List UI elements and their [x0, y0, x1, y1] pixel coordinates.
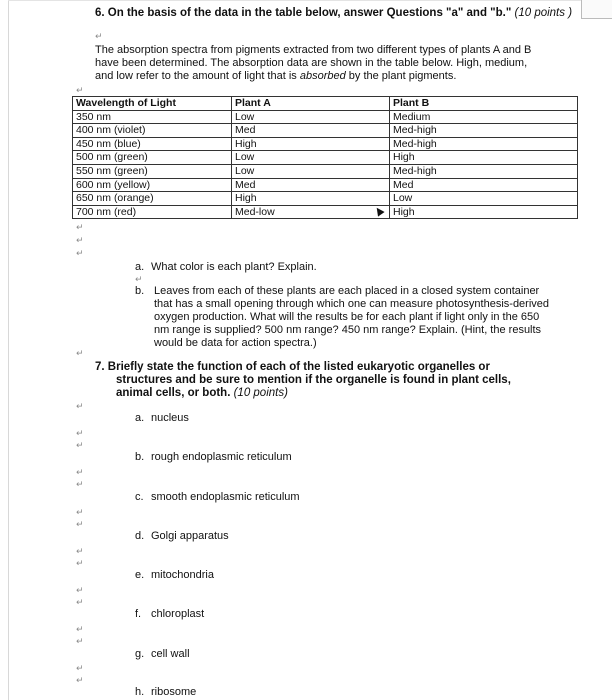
table-cell: Low: [390, 192, 578, 206]
table-row: [73, 178, 578, 192]
return-mark: ↵: [76, 401, 84, 411]
table-header-row: [73, 97, 578, 111]
q7-heading-line-3: [116, 387, 288, 399]
q7-item-label: d.: [135, 530, 145, 542]
table-cell: 350 nm: [73, 110, 232, 124]
q7-item-e: [135, 569, 214, 581]
q6-part-b-line-3: oxygen production. What will the results be for each plant if light only in the 650: [154, 311, 540, 323]
return-mark: ↵: [135, 274, 143, 284]
q7-item-a: [135, 412, 189, 424]
q7-item-label: g.: [135, 648, 145, 660]
q6-intro-line-3-text: and low refer to the amount of light that is: [95, 70, 297, 82]
return-mark: ↵: [76, 519, 84, 529]
table-cell: Med-low: [232, 205, 390, 219]
q6-part-b-label: b.: [135, 285, 145, 297]
table-row: [73, 110, 578, 124]
return-mark: ↵: [76, 85, 84, 95]
q7-item-label: e.: [135, 569, 145, 581]
table-cell: Med-high: [390, 137, 578, 151]
q6-intro-line-3: [95, 70, 456, 82]
table-cell: Low: [232, 151, 390, 165]
q6-part-a-label: a.: [135, 261, 145, 273]
return-mark: ↵: [76, 663, 84, 673]
table-cell: Low: [232, 110, 390, 124]
q7-heading-line-2: structures and be sure to mention if the organelle is found in plant cells,: [116, 374, 511, 386]
return-mark: ↵: [76, 248, 84, 258]
q7-item-text: ribosome: [151, 686, 197, 698]
q6-intro-line-1: The absorption spectra from pigments extracted from two different types of plants A and B: [95, 44, 532, 56]
q7-heading-line-1: 7. Briefly state the function of each of the listed eukaryotic organelles or: [95, 361, 490, 373]
q6-intro-line-2: have been determined. The absorption data are shown in the table below. High, medium,: [95, 57, 528, 69]
q6-intro-tail: by the plant pigments.: [348, 70, 457, 82]
q6-part-a: [135, 261, 317, 273]
q6-part-b-line-5: would be data for action spectra.): [154, 337, 317, 349]
table-cell: 600 nm (yellow): [73, 178, 232, 192]
q7-item-g: [135, 648, 190, 660]
table-row: [73, 205, 578, 219]
q7-item-text: cell wall: [151, 648, 190, 660]
return-mark: ↵: [76, 624, 84, 634]
q7-item-label: c.: [135, 491, 144, 503]
table-header: Plant A: [232, 97, 390, 111]
q7-item-text: nucleus: [151, 412, 189, 424]
table-cell: 650 nm (orange): [73, 192, 232, 206]
q6-part-b-line-4: nm range is supplied? 500 nm range? 450 nm range? Explain. (Hint, the results: [154, 324, 542, 336]
return-mark: ↵: [76, 440, 84, 450]
return-mark: ↵: [76, 348, 84, 358]
q7-item-d: [135, 530, 229, 542]
q6-points: (10 points ): [514, 7, 573, 19]
q7-item-text: mitochondria: [151, 569, 214, 581]
q6-heading-text: 6. On the basis of the data in the table below, answer Questions "a" and "b.": [95, 7, 512, 19]
table-cell: 550 nm (green): [73, 164, 232, 178]
absorption-table: [72, 96, 578, 219]
return-mark: ↵: [76, 636, 84, 646]
q7-item-b: [135, 451, 292, 463]
return-mark: ↵: [76, 597, 84, 607]
table-cell: 700 nm (red): [73, 205, 232, 219]
q7-item-text: chloroplast: [151, 608, 205, 620]
table-header: Wavelength of Light: [73, 97, 232, 111]
return-mark: ↵: [76, 507, 84, 517]
q7-item-text: smooth endoplasmic reticulum: [151, 491, 300, 503]
return-mark: ↵: [76, 546, 84, 556]
q6-part-b-line-1: Leaves from each of these plants are each placed in a closed system container: [154, 285, 540, 297]
table-cell: 500 nm (green): [73, 151, 232, 165]
table-cell: Med: [232, 178, 390, 192]
q6-intro-italic: absorbed: [299, 70, 346, 82]
table-cell: 400 nm (violet): [73, 124, 232, 138]
q7-item-h: [135, 686, 196, 698]
table-cell: Med-high: [390, 164, 578, 178]
q7-points: (10 points): [233, 387, 288, 399]
q7-item-c: [135, 491, 300, 503]
table-cell: High: [232, 192, 390, 206]
table-cell: Medium: [390, 110, 578, 124]
q7-item-f: [135, 608, 204, 620]
q7-item-label: f.: [135, 608, 142, 620]
return-mark: ↵: [95, 31, 103, 41]
table-cell: High: [390, 205, 578, 219]
return-mark: ↵: [76, 675, 84, 685]
return-mark: ↵: [76, 558, 84, 568]
table-cell: High: [232, 137, 390, 151]
q7-item-text: Golgi apparatus: [151, 530, 229, 542]
q7-item-label: h.: [135, 686, 145, 698]
q7-item-label: b.: [135, 451, 145, 463]
table-row: [73, 164, 578, 178]
table-header: Plant B: [390, 97, 578, 111]
q7-heading-line-3-text: animal cells, or both.: [116, 387, 231, 399]
q7-item-label: a.: [135, 412, 145, 424]
page-left-edge: [8, 0, 9, 700]
table-cell: 450 nm (blue): [73, 137, 232, 151]
table-cell: Med: [232, 124, 390, 138]
return-mark: ↵: [76, 222, 84, 232]
table-row: [73, 124, 578, 138]
q6-part-b-line-2: that has a small opening through which one can measure photosynthesis-derived: [154, 298, 550, 310]
table-cell: Low: [232, 164, 390, 178]
return-mark: ↵: [76, 467, 84, 477]
table-cell: Med-high: [390, 124, 578, 138]
table-cell: Med: [390, 178, 578, 192]
return-mark: ↵: [76, 585, 84, 595]
return-mark: ↵: [76, 235, 84, 245]
table-row: [73, 151, 578, 165]
table-cell: High: [390, 151, 578, 165]
q6-heading: [95, 7, 572, 19]
table-row: [73, 192, 578, 206]
return-mark: ↵: [76, 479, 84, 489]
page-corner: [581, 0, 612, 19]
table-row: [73, 137, 578, 151]
return-mark: ↵: [76, 428, 84, 438]
q7-item-text: rough endoplasmic reticulum: [151, 451, 292, 463]
page-top-edge: [8, 0, 612, 1]
q6-part-a-text: What color is each plant? Explain.: [151, 261, 317, 273]
